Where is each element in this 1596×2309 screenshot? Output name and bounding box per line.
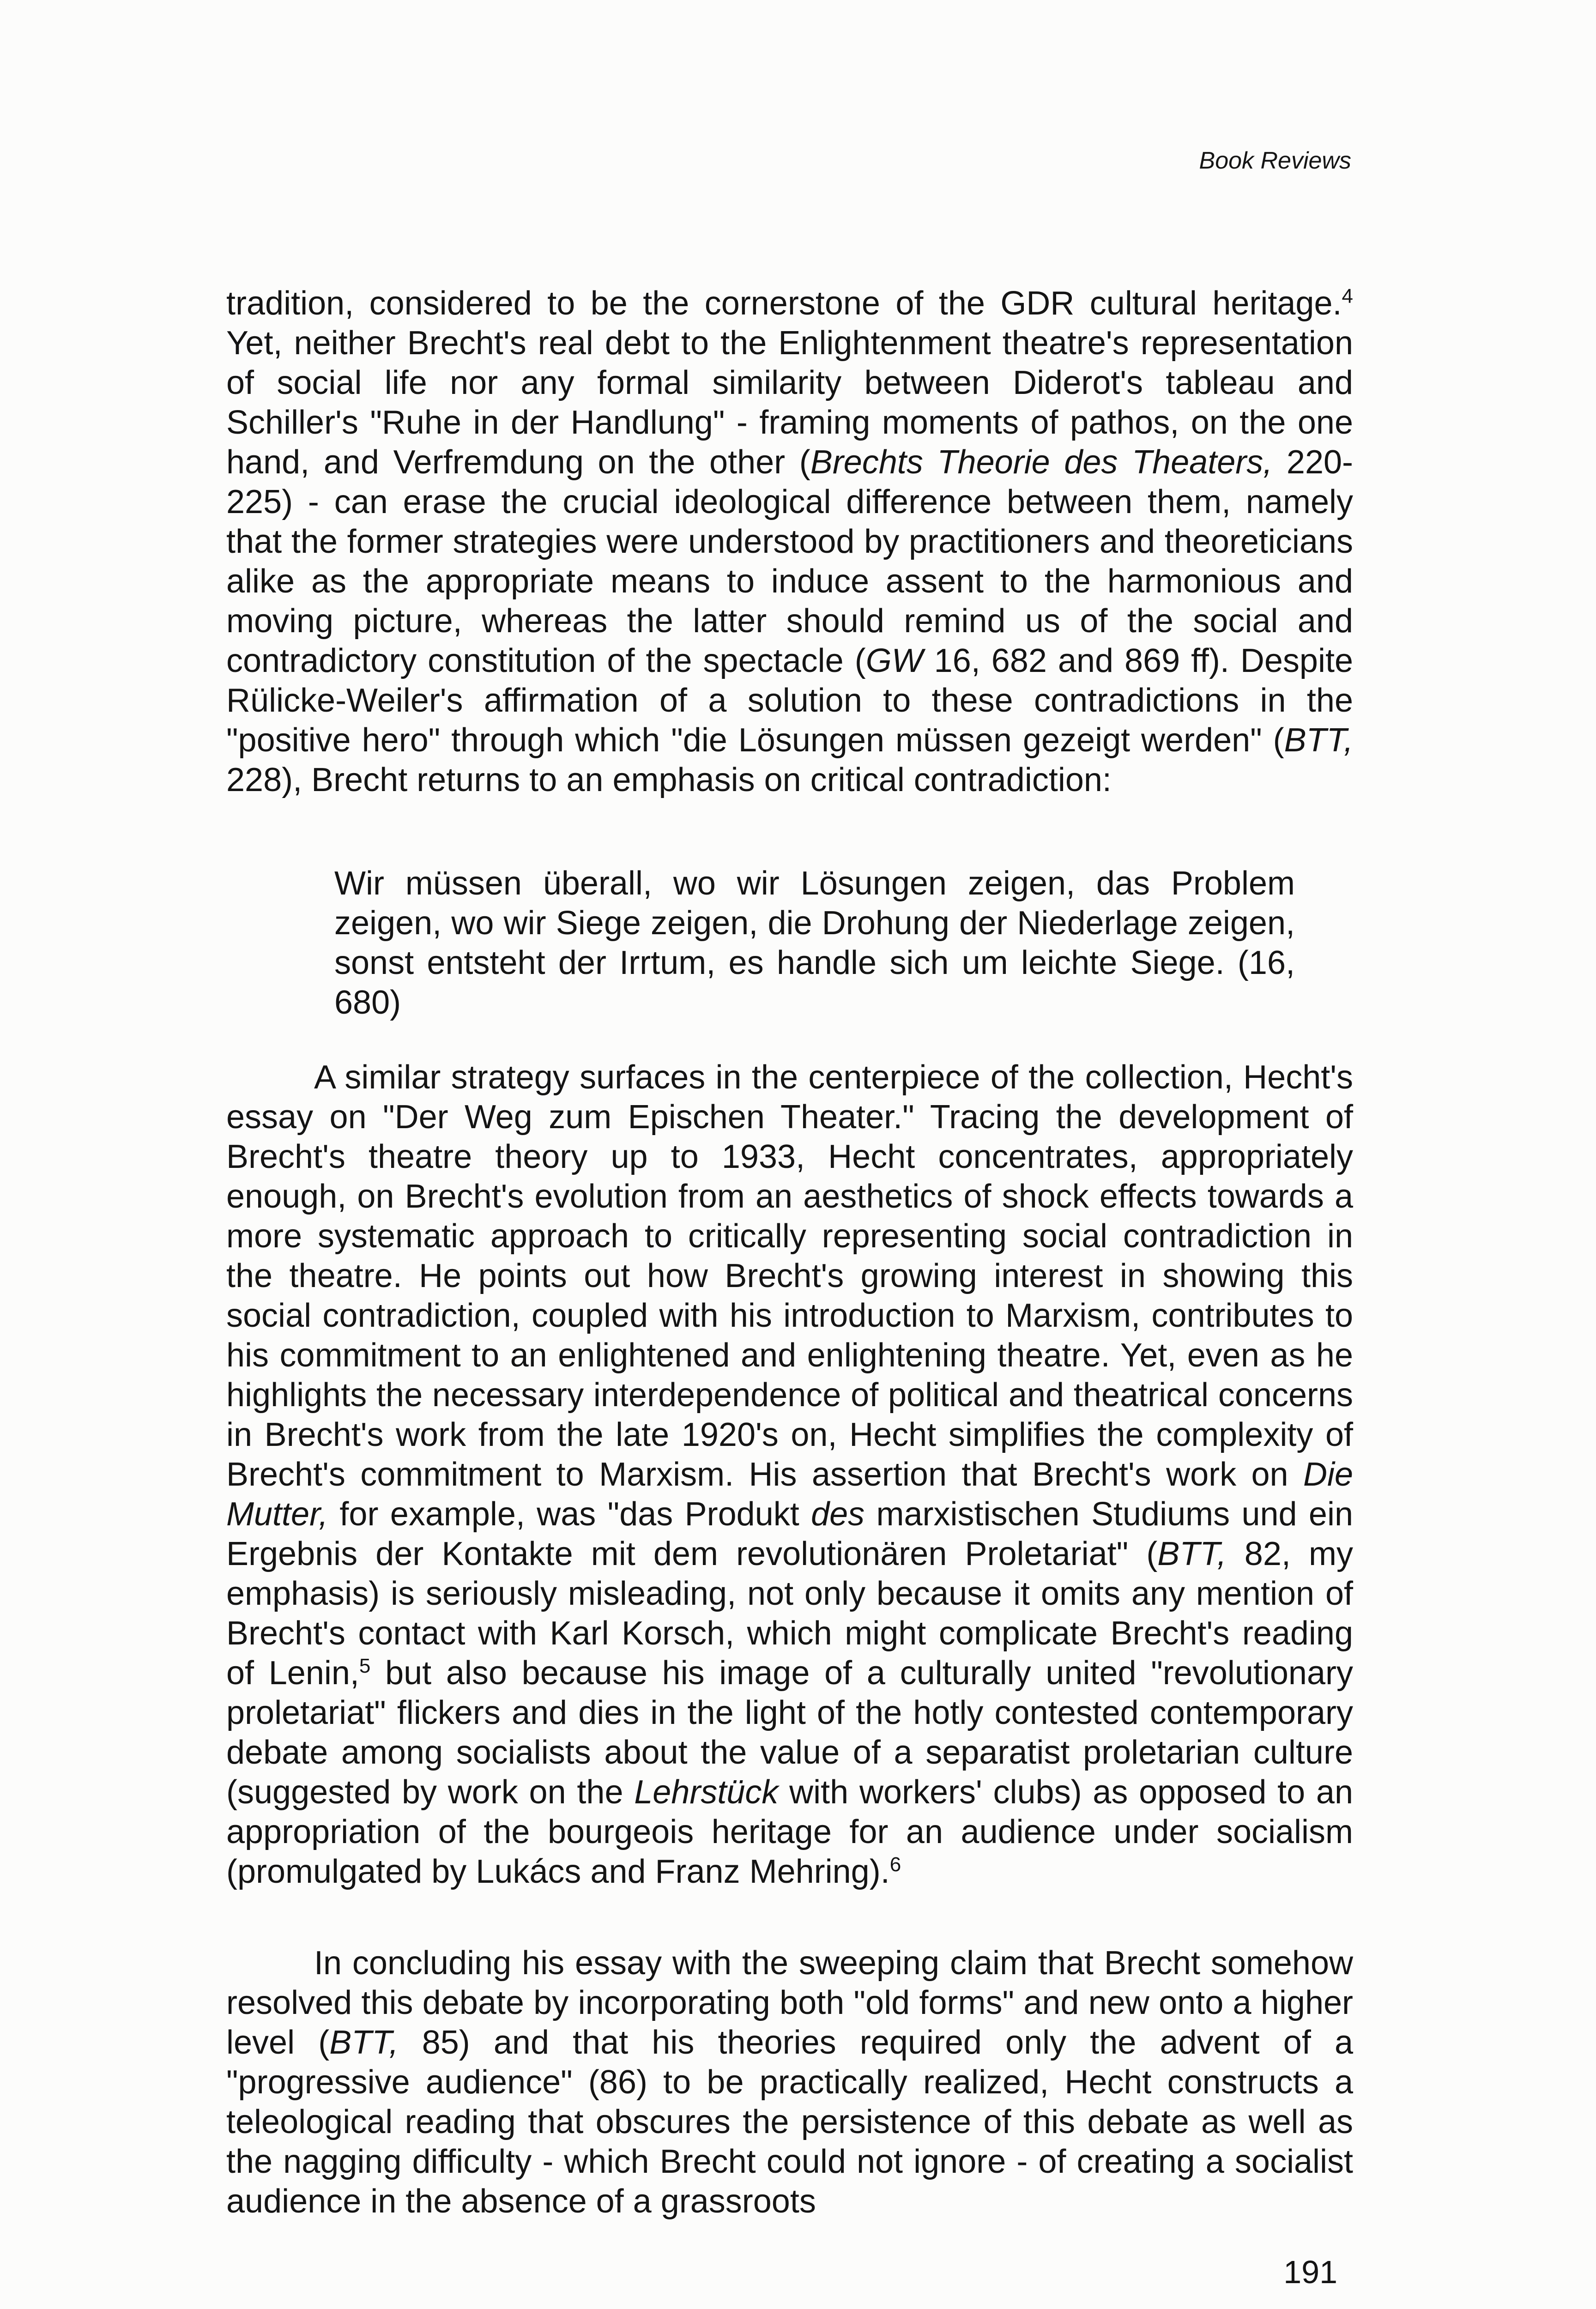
p2-italic-lehrstueck: Lehrstück [634, 1774, 779, 1811]
page-number: 191 [1283, 2254, 1337, 2290]
p2-italic-die-mutter: Die Mutter, [226, 1456, 1353, 1533]
p2-text-6: with workers' clubs) as opposed to an appropriation of the bourgeois heritage for an audience under socialism (promulgated by Lukács and Franz Mehring). [226, 1774, 1353, 1890]
p1-italic-gw: GW [865, 642, 923, 679]
p2-text-4: 82, my emphasis) is seriously misleading, not only because it omits any mention of Brecht's contact with Karl Korsch, which might complicate Brecht's reading of Lenin, [226, 1535, 1353, 1692]
p1-text-3: 220-225) - can erase the crucial ideological difference between them, namely that the former strategies were understood by practitioners and theoreticians alike as the appropriate means to induce assent to the harmonious and moving picture, whereas the latter should remind us of the social and contradictory constitution of the spectacle ( [226, 444, 1354, 679]
p2-text-1: A similar strategy surfaces in the centerpiece of the collection, Hecht's essay on "Der Weg zum Epischen Theater." Tracing the development of Brecht's theatre theory up to 1933, Hecht concentrates, appropriately enough, on Brecht's evolution from an aesthetics of shock effects towards a more systematic approach to critically representing social contradiction in the theatre. He points out how Brecht's growing interest in showing this social contradiction, coupled with his introduction to Marxism, contributes to his commitment to an enlightened and enlightening theatre. Yet, even as he highlights the necessary interdependence of political and theatrical concerns in Brecht's work from the late 1920's on, Hecht simplifies the complexity of Brecht's commitment to Marxism. His assertion that Brecht's work on [226, 1059, 1353, 1493]
p1-text-5: 228), Brecht returns to an emphasis on critical contradiction: [226, 762, 1112, 798]
p2-text-2: for example, was "das Produkt [328, 1496, 811, 1533]
paragraph-3 [226, 1943, 1353, 2221]
p3-italic-btt: BTT, [329, 2024, 399, 2061]
p1-italic-btt: BTT, [1284, 722, 1353, 759]
p1-text-4: 16, 682 and 869 ff). Despite Rülicke-Weiler's affirmation of a solution to these contradictions in the "positive hero" through which "die Lösungen müssen gezeigt werden" ( [226, 642, 1353, 759]
block-quote: Wir müssen überall, wo wir Lösungen zeigen, das Problem zeigen, wo wir Siege zeigen, die Drohung der Niederlage zeigen, sonst entsteht der Irrtum, es handle sich um leichte Siege. (16, 680) [334, 865, 1295, 1021]
p1-italic-title: Brechts Theorie des Theaters, [810, 444, 1273, 481]
p3-text-2: 85) and that his theories required only the advent of a "progressive audience" (86) to be practically realized, Hecht constructs a teleological reading that obscures the persistence of this debate as well as the nagging difficulty - which Brecht could not ignore - of creating a socialist audience in the absence of a grassroots [226, 2024, 1353, 2220]
p3-text-1: In concluding his essay with the sweeping claim that Brecht somehow resolved this debate by incorporating both "old forms" and new onto a higher level ( [226, 1945, 1353, 2061]
p2-text-3: marxistischen Studiums und ein Ergebnis der Kontakte mit dem revolutionären Proletariat" ( [226, 1496, 1353, 1572]
p1-text-2: Yet, neither Brecht's real debt to the Enlightenment theatre's representation of social life nor any formal similarity between Diderot's tableau and Schiller's "Ruhe in der Handlung" - framing moments of pathos, on the one hand, and Verfremdung on the other ( [226, 325, 1353, 481]
footnote-ref-6: 6 [889, 1853, 901, 1876]
running-header: Book Reviews [1199, 147, 1351, 174]
p2-italic-des: des [811, 1496, 865, 1533]
footnote-ref-4: 4 [1342, 285, 1353, 308]
p2-italic-btt: BTT, [1157, 1535, 1227, 1572]
p1-text-1: tradition, considered to be the cornerstone of the GDR cultural heritage. [226, 285, 1342, 322]
paragraph-2 [226, 1058, 1353, 1892]
footnote-ref-5: 5 [359, 1655, 371, 1677]
p2-text-5: but also because his image of a culturally united "revolutionary proletariat" flickers and dies in the light of the hotly contested contemporary debate among socialists about the value of a separatist proletarian culture (suggested by work on the [226, 1655, 1353, 1811]
paragraph-1 [226, 284, 1353, 800]
